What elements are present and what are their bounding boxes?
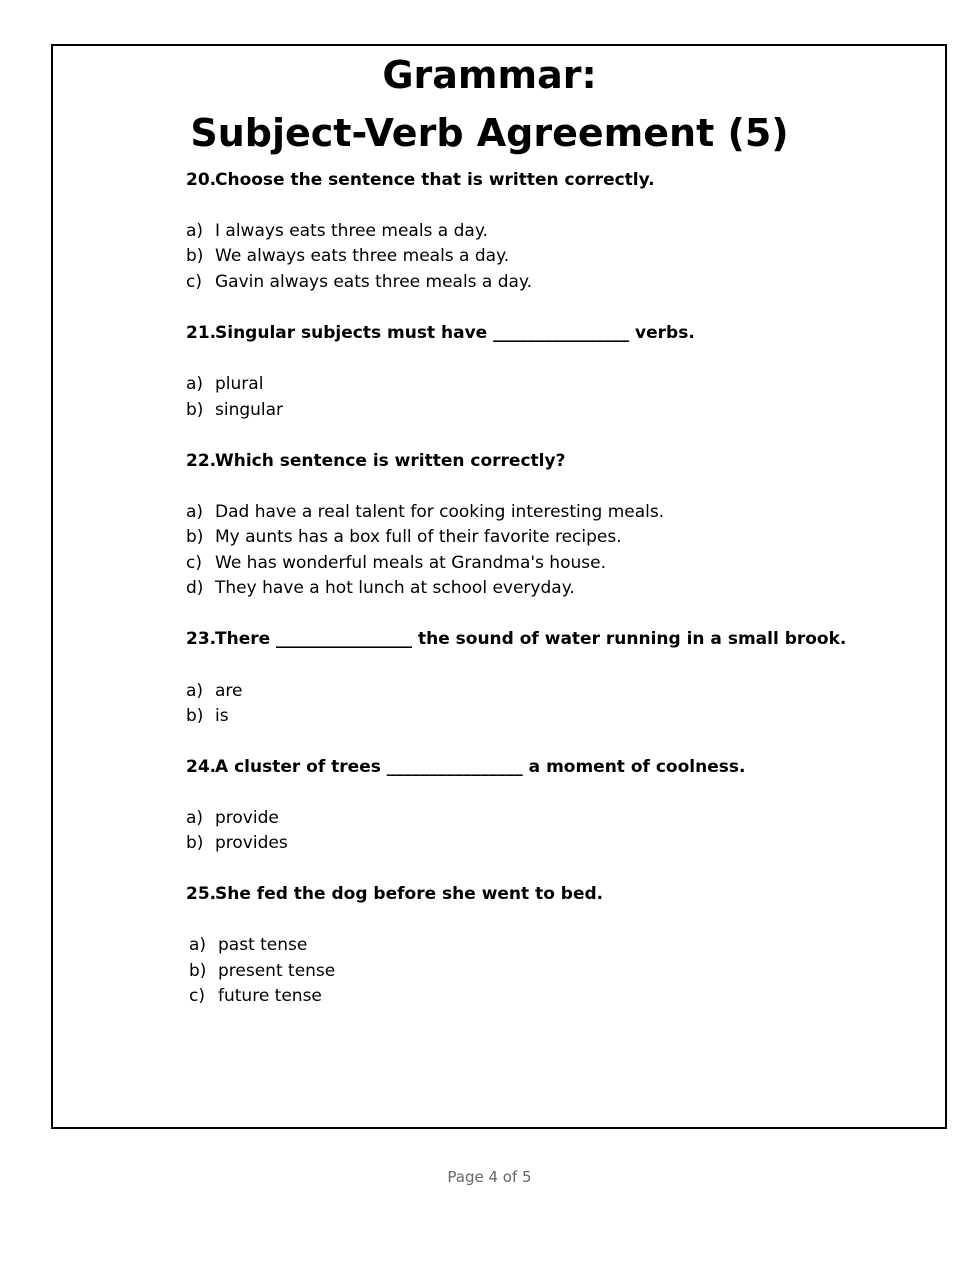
page-number: Page 4 of 5 (447, 1168, 532, 1186)
question-text: There ________________ the sound of water running in a small brook. (215, 629, 847, 649)
option-22c (186, 553, 606, 573)
option-24a (186, 808, 279, 828)
page-title: Grammar: (382, 53, 597, 97)
option-21b (186, 400, 283, 420)
question-number: 25. (186, 884, 217, 904)
question-24 (186, 757, 745, 777)
option-letter: b) (186, 400, 204, 420)
option-letter: a) (186, 374, 204, 394)
option-letter: b) (186, 246, 204, 266)
option-20a (186, 221, 488, 241)
option-21a (186, 374, 263, 394)
option-text: They have a hot lunch at school everyday. (215, 578, 575, 598)
question-number: 20. (186, 170, 217, 190)
option-letter: a) (186, 502, 204, 522)
option-22b (186, 527, 622, 547)
option-text: We has wonderful meals at Grandma's house. (215, 553, 606, 573)
option-25c (189, 986, 322, 1006)
option-letter: b) (186, 706, 204, 726)
question-number: 21. (186, 323, 217, 343)
option-letter: c) (186, 272, 202, 292)
question-number: 22. (186, 451, 217, 471)
question-22 (186, 451, 565, 471)
question-text: Choose the sentence that is written correctly. (215, 170, 655, 190)
option-letter: a) (189, 935, 207, 955)
option-letter: a) (186, 221, 204, 241)
question-25 (186, 884, 603, 904)
option-20c (186, 272, 532, 292)
question-text: Singular subjects must have ________________ verbs. (215, 323, 695, 343)
option-25b (189, 961, 335, 981)
option-letter: b) (186, 833, 204, 853)
option-text: are (215, 681, 243, 701)
option-letter: c) (186, 553, 202, 573)
option-24b (186, 833, 288, 853)
question-23 (186, 629, 846, 649)
question-number: 23. (186, 629, 217, 649)
question-text: A cluster of trees ________________ a moment of coolness. (215, 757, 746, 777)
option-22d (186, 578, 575, 598)
option-letter: c) (189, 986, 205, 1006)
option-letter: d) (186, 578, 204, 598)
option-20b (186, 246, 509, 266)
option-letter: a) (186, 808, 204, 828)
question-text: Which sentence is written correctly? (215, 451, 566, 471)
option-text: past tense (218, 935, 308, 955)
option-text: Gavin always eats three meals a day. (215, 272, 533, 292)
option-letter: b) (189, 961, 207, 981)
option-text: provides (215, 833, 288, 853)
question-number: 24. (186, 757, 217, 777)
option-text: singular (215, 400, 284, 420)
option-text: My aunts has a box full of their favorite recipes. (215, 527, 622, 547)
option-22a (186, 502, 664, 522)
option-letter: a) (186, 681, 204, 701)
option-text: provide (215, 808, 279, 828)
option-text: plural (215, 374, 264, 394)
option-23b (186, 706, 229, 726)
option-text: We always eats three meals a day. (215, 246, 510, 266)
option-text: I always eats three meals a day. (215, 221, 488, 241)
question-text: She fed the dog before she went to bed. (215, 884, 604, 904)
question-21 (186, 323, 695, 343)
option-text: Dad have a real talent for cooking interesting meals. (215, 502, 665, 522)
option-text: future tense (218, 986, 322, 1006)
question-20 (186, 170, 655, 190)
option-23a (186, 681, 243, 701)
option-25a (189, 935, 307, 955)
option-text: present tense (218, 961, 336, 981)
page-subtitle: Subject-Verb Agreement (5) (190, 111, 789, 155)
option-text: is (215, 706, 229, 726)
option-letter: b) (186, 527, 204, 547)
